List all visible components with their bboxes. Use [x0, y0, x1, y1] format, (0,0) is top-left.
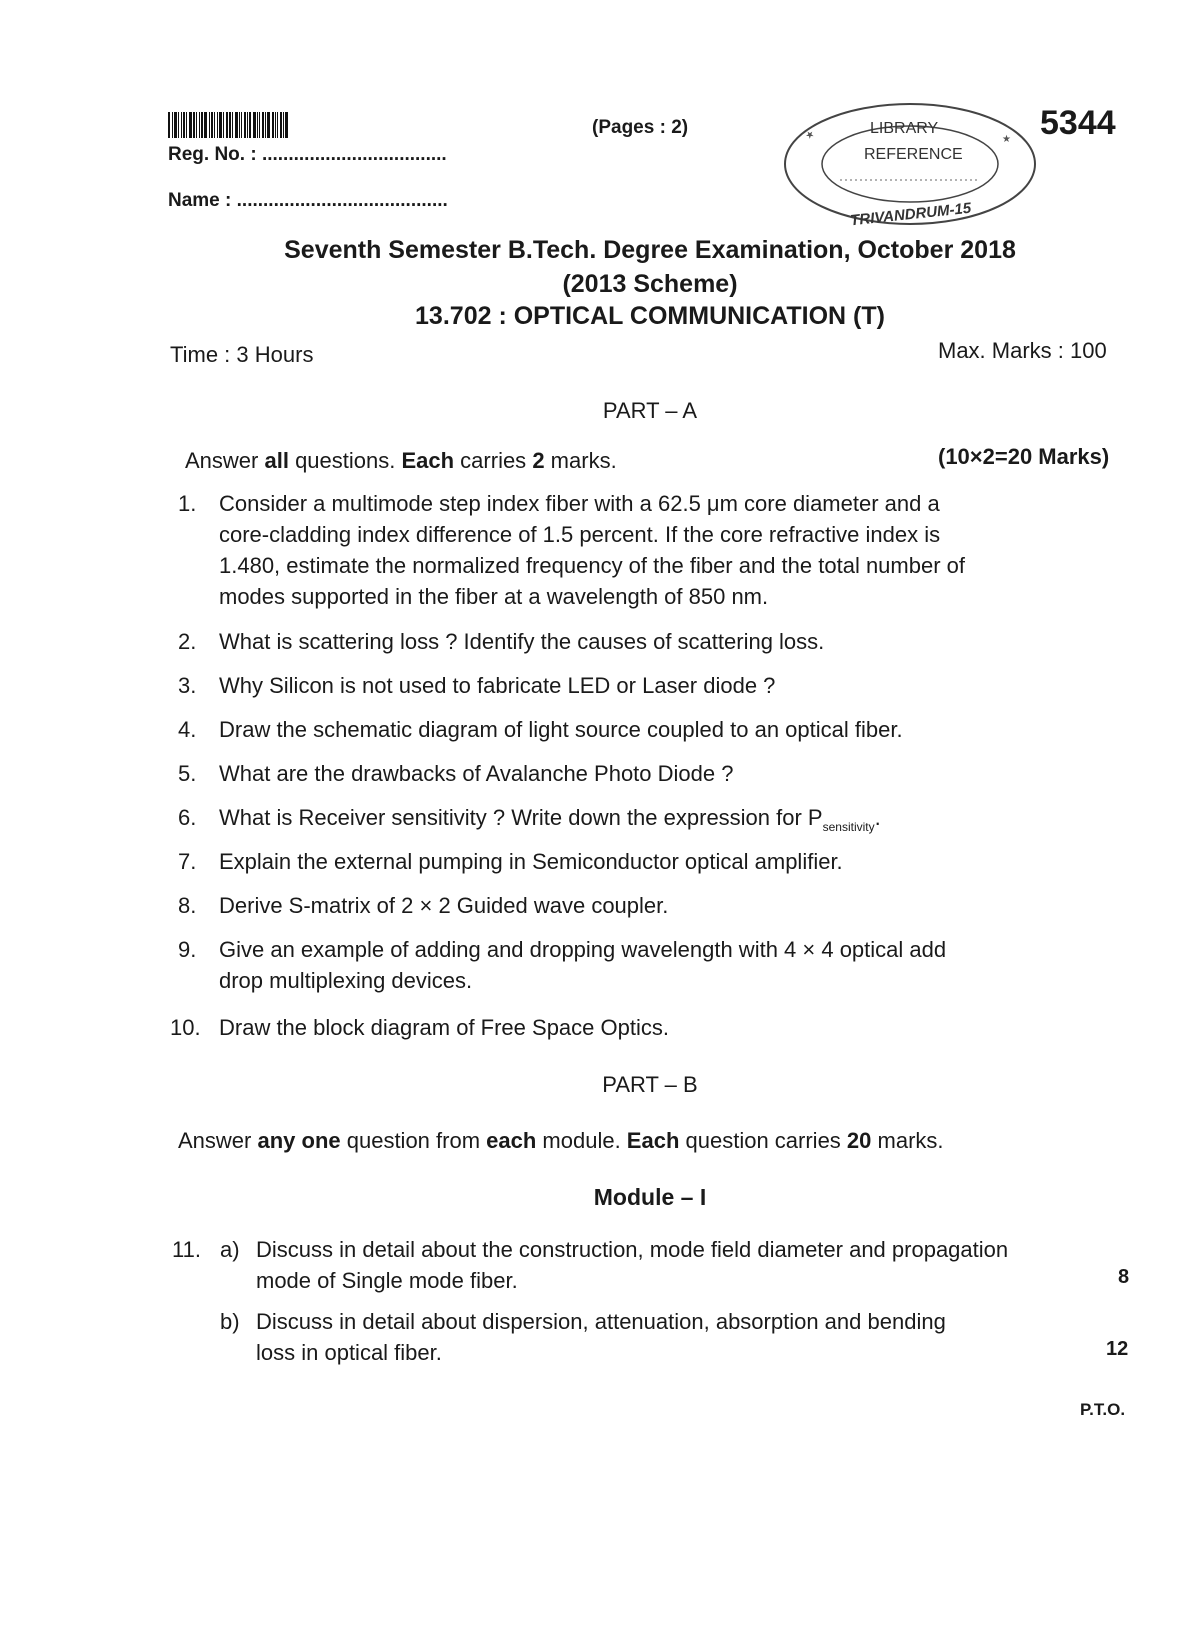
part-a-instructions: Answer all questions. Each carries 2 marks. [185, 448, 617, 473]
stamp-reference-text: REFERENCE [864, 146, 963, 163]
part-a-marks: (10×2=20 Marks) [938, 444, 1110, 469]
question-11a-label: a) [220, 1237, 240, 1262]
question-text: What are the drawbacks of Avalanche Photo Diode ? [219, 761, 734, 786]
barcode-bar [217, 112, 218, 138]
barcode-bar [168, 112, 170, 138]
reg-no-field: Reg. No. : ................................... [168, 144, 447, 165]
question-number: 1. [178, 491, 197, 516]
question-line: core-cladding index difference of 1.5 percent. If the core refractive index is [219, 522, 941, 547]
please-turn-over: P.T.O. [1080, 1400, 1126, 1419]
barcode-bar [232, 112, 233, 138]
question-line: mode of Single mode fiber. [256, 1268, 518, 1293]
barcode-bar [259, 112, 260, 138]
barcode-bar [241, 112, 242, 138]
question-text: Draw the schematic diagram of light source coupled to an optical fiber. [219, 717, 903, 742]
page-count: (Pages : 2) [592, 117, 689, 138]
question-number: 2. [178, 629, 197, 654]
question-9 [178, 934, 1078, 996]
scheme-title: (2013 Scheme) [562, 270, 738, 298]
barcode-bar [174, 112, 177, 138]
barcode-bar [223, 112, 224, 138]
question-text: Explain the external pumping in Semiconductor optical amplifier. [219, 849, 843, 874]
question-line: loss in optical fiber. [256, 1340, 442, 1365]
part-b-instructions: Answer any one question from each module. Each question carries 20 marks. [178, 1128, 944, 1153]
barcode-bar [272, 112, 274, 138]
barcode-bar [201, 112, 203, 138]
question-7 [178, 846, 1078, 877]
barcode-bar [247, 112, 248, 138]
question-line: Consider a multimode step index fiber with a 62.5 μm core diameter and a [219, 491, 940, 516]
barcode-bar [211, 112, 213, 138]
barcode-bar [267, 112, 270, 138]
question-5 [178, 758, 1078, 789]
svg-text:★: ★ [1002, 134, 1011, 145]
barcode-bar [178, 112, 179, 138]
question-number: 4. [178, 717, 197, 742]
question-line: Give an example of adding and dropping wavelength with 4 × 4 optical add [219, 937, 947, 962]
question-11a-marks: 8 [1118, 1266, 1130, 1288]
question-number: 9. [178, 937, 197, 962]
barcode [168, 112, 320, 138]
max-marks: Max. Marks : 100 [938, 338, 1107, 363]
barcode-bar [186, 112, 187, 138]
question-line: drop multiplexing devices. [219, 968, 473, 993]
question-line: Discuss in detail about dispersion, attenuation, absorption and bending [256, 1309, 946, 1334]
subscript: sensitivity [822, 820, 875, 834]
library-stamp [780, 100, 1040, 228]
barcode-bar [181, 112, 182, 138]
question-11a-text [256, 1234, 1136, 1296]
question-line: modes supported in the fiber at a wavelength of 850 nm. [219, 584, 769, 609]
barcode-bar [280, 112, 282, 138]
time-allowed: Time : 3 Hours [170, 342, 314, 367]
question-text: Derive S-matrix of 2 × 2 Guided wave coupler. [219, 893, 669, 918]
barcode-bar [265, 112, 266, 138]
question-11-number: 11. [172, 1237, 201, 1262]
part-b-heading: PART – B [602, 1072, 698, 1097]
question-6 [178, 802, 1078, 833]
question-text: Why Silicon is not used to fabricate LED or Laser diode ? [219, 673, 776, 698]
barcode-bar [244, 112, 246, 138]
barcode-bar [214, 112, 215, 138]
svg-text:★: ★ [803, 128, 818, 143]
question-text: What is scattering loss ? Identify the causes of scattering loss. [219, 629, 825, 654]
barcode-bar [249, 112, 251, 138]
question-11b-label: b) [220, 1309, 240, 1334]
barcode-bar [253, 112, 256, 138]
barcode-bar [275, 112, 276, 138]
question-line: Discuss in detail about the construction, mode field diameter and propagation [256, 1237, 1009, 1262]
barcode-bar [193, 112, 195, 138]
question-10 [170, 1012, 1070, 1043]
question-text [219, 488, 965, 612]
name-field: Name : ........................................ [168, 190, 448, 211]
barcode-bar [226, 112, 228, 138]
subject-title: 13.702 : OPTICAL COMMUNICATION (T) [415, 302, 885, 330]
barcode-bar [219, 112, 222, 138]
question-3 [178, 670, 1078, 701]
question-text: Draw the block diagram of Free Space Optics. [219, 1015, 669, 1040]
question-4 [178, 714, 1078, 745]
barcode-bar [283, 112, 284, 138]
stamp-library-text: LIBRARY [870, 120, 939, 137]
barcode-bar [229, 112, 231, 138]
question-number: 10. [170, 1015, 201, 1040]
barcode-bar [209, 112, 210, 138]
question-number: 8. [178, 893, 197, 918]
barcode-bar [277, 112, 278, 138]
question-number: 6. [178, 805, 197, 830]
barcode-bar [196, 112, 197, 138]
barcode-bar [172, 112, 173, 138]
barcode-bar [239, 112, 240, 138]
barcode-bar [199, 112, 200, 138]
barcode-bar [183, 112, 185, 138]
question-2 [178, 626, 1078, 657]
barcode-bar [262, 112, 264, 138]
module-heading: Module – I [593, 1184, 707, 1210]
question-1 [178, 488, 1078, 612]
stamp-city-text: TRIVANDRUM-15 [849, 199, 972, 230]
question-11b-marks: 12 [1106, 1338, 1129, 1360]
barcode-bar [235, 112, 238, 138]
question-number: 5. [178, 761, 197, 786]
question-11b-text [256, 1306, 1106, 1368]
question-line: 1.480, estimate the normalized frequency of the fiber and the total number of [219, 553, 966, 578]
part-a-heading: PART – A [602, 398, 698, 423]
barcode-bar [285, 112, 288, 138]
paper-code: 5344 [1040, 104, 1116, 142]
question-8 [178, 890, 1078, 921]
barcode-bar [189, 112, 192, 138]
exam-title: Seventh Semester B.Tech. Degree Examination, October 2018 [284, 236, 1016, 264]
barcode-bar [257, 112, 258, 138]
question-text: What is Receiver sensitivity ? Write down the expression for $P_{sensitivity}$. [219, 805, 881, 834]
question-text [219, 934, 946, 996]
question-number: 7. [178, 849, 197, 874]
question-number: 3. [178, 673, 197, 698]
barcode-bar [204, 112, 207, 138]
